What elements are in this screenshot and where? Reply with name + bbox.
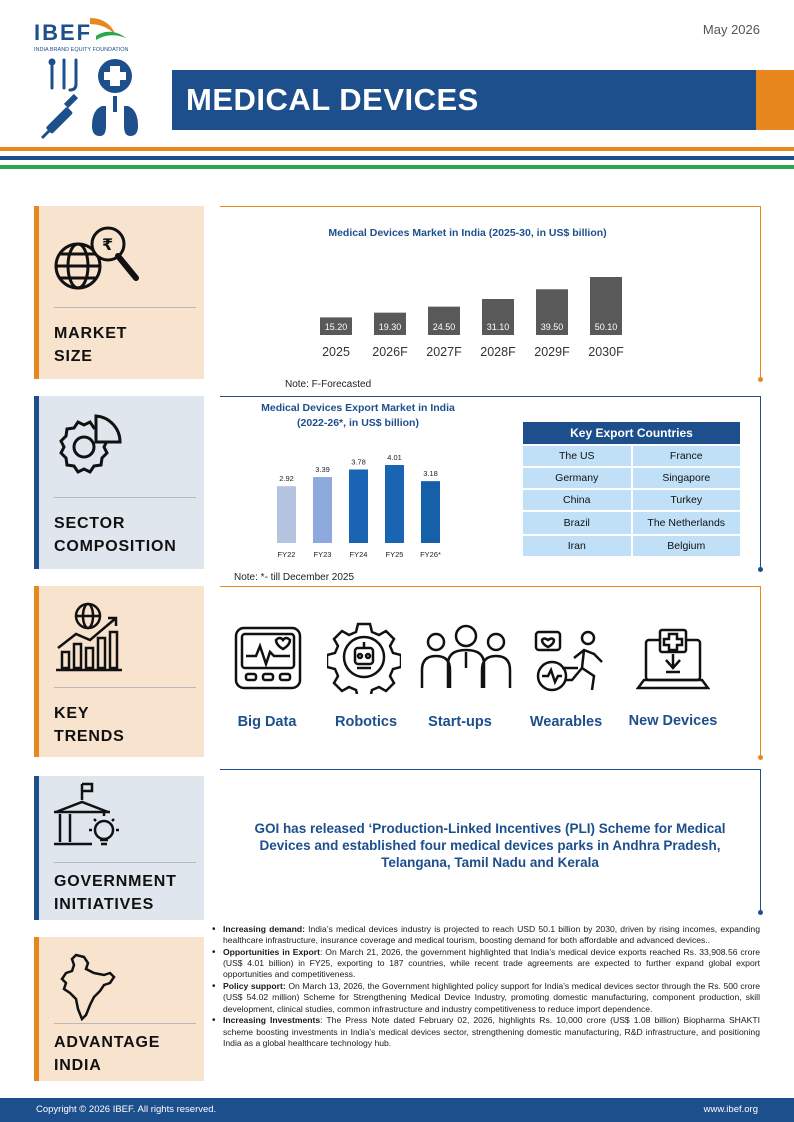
trend-label-robotics: Robotics <box>334 714 398 730</box>
card-accent <box>34 396 39 569</box>
trend-label-wearables: Wearables <box>529 714 603 730</box>
export-category-label: FY25 <box>385 550 404 559</box>
export-bar-value: 4.01 <box>387 453 402 462</box>
section-label: GOVERNMENT INITIATIVES <box>54 873 177 913</box>
medical-tools-icon <box>40 58 140 142</box>
gear-pie-icon <box>52 412 132 482</box>
export-category-label: FY23 <box>313 550 332 559</box>
ibef-logo[interactable] <box>34 14 144 58</box>
market-bar-value: 31.10 <box>486 322 510 332</box>
card-separator <box>54 307 196 308</box>
svg-text:₹: ₹ <box>102 235 114 254</box>
export-bar <box>385 465 404 543</box>
export-bar <box>313 477 332 543</box>
table-cell: Brazil <box>523 512 631 534</box>
card-accent <box>34 776 39 920</box>
frame-dot <box>758 755 763 760</box>
card-separator <box>54 1023 196 1024</box>
frame-dot <box>758 377 763 382</box>
logo-text: IBEF <box>34 20 93 45</box>
export-bar <box>349 469 368 543</box>
robot-gear-icon <box>327 620 401 694</box>
section-label: ADVANTAGE INDIA <box>54 1034 161 1074</box>
frame-dot <box>758 910 763 915</box>
card-separator <box>54 497 196 498</box>
market-category-label: 2027F <box>426 345 462 359</box>
export-bar <box>421 481 440 543</box>
market-bar-value: 19.30 <box>378 322 402 332</box>
logo-swoosh-icon <box>86 14 130 44</box>
export-bar-value: 2.92 <box>279 474 294 484</box>
card-accent <box>34 586 39 757</box>
market-category-label: 2029F <box>534 345 570 359</box>
table-cell: Belgium <box>633 536 741 556</box>
advantage-bullet-list <box>212 924 760 1050</box>
list-item: • Policy support: On March 13, 2026, the Government highlighted policy support for India’s medical devices sector through the Rs. 500 crore (US$ 54.02 million) Scheme for Strengthening Medical Device Industry, promoting domestic manufacturing, component production, skill development, clinical studies, common infrastructure and industry competitiveness to reduce import dependence. <box>212 981 760 1015</box>
market-bar-value: 15.20 <box>324 322 348 332</box>
report-date: May 2026 <box>702 22 760 37</box>
table-row <box>523 446 740 466</box>
table-cell: The US <box>523 446 631 466</box>
market-category-label: 2028F <box>480 345 516 359</box>
market-bar-value: 24.50 <box>432 322 456 332</box>
card-accent <box>34 206 39 379</box>
government-initiatives-card <box>34 776 204 920</box>
table-cell: France <box>633 446 741 466</box>
market-bar-value: 50.10 <box>594 322 618 332</box>
table-header: Key Export Countries <box>523 422 740 444</box>
export-chart-title: Medical Devices Export Market in India (2022-26*, in US$ billion) <box>261 402 455 429</box>
people-group-icon <box>420 622 512 690</box>
frame-dot <box>758 567 763 572</box>
market-category-label: 2026F <box>372 345 408 359</box>
blue-stripe <box>0 156 794 160</box>
card-accent <box>34 937 39 1081</box>
market-bar-value: 39.50 <box>540 322 564 332</box>
export-note: Note: *- till December 2025 <box>234 572 355 583</box>
market-size-card <box>34 206 204 379</box>
export-bar <box>277 486 296 543</box>
export-category-label: FY22 <box>277 550 296 559</box>
export-countries-table <box>523 422 740 556</box>
page-title: MEDICAL DEVICES <box>186 82 479 117</box>
government-building-icon <box>52 782 132 854</box>
footer <box>0 1098 794 1122</box>
list-item: • Increasing demand: India’s medical devices industry is projected to reach USD 50.1 billion by 2030, driven by rising incomes, expanding healthcare infrastructure, insurance coverage and medical tourism, boosting demand for both affordable and advanced devices.. <box>212 924 760 946</box>
card-separator <box>54 862 196 863</box>
list-item: • Increasing Investments: The Press Note dated February 02, 2026, highlights Rs. 10,000 crore (US$ 1.08 billion) Biopharma SHAKTI scheme boosting investments in India’s medical devices sector, strengthening domestic manufacturing, R&D infrastructure, and positioning India as a global healthcare technology hub. <box>212 1015 760 1049</box>
table-cell: The Netherlands <box>633 512 741 534</box>
green-stripe <box>0 165 794 169</box>
trend-label-new-devices: New Devices <box>628 713 718 729</box>
trend-label-big-data: Big Data <box>237 714 297 730</box>
market-note: Note: F-Forecasted <box>285 379 372 390</box>
section-label: SECTOR COMPOSITION <box>54 515 177 555</box>
export-market-chart <box>265 446 455 564</box>
india-map-icon <box>52 951 122 1021</box>
logo-tagline: INDIA BRAND EQUITY FOUNDATION <box>34 47 129 53</box>
website-link[interactable]: www.ibef.org <box>703 1104 758 1115</box>
runner-heart-icon <box>532 628 610 694</box>
table-cell: Iran <box>523 536 631 556</box>
export-category-label: FY26* <box>420 550 441 559</box>
export-bar-value: 3.18 <box>423 469 438 479</box>
table-cell: Singapore <box>633 468 741 488</box>
key-trends-card <box>34 586 204 757</box>
copyright-text: Copyright © 2026 IBEF. All rights reserved. <box>36 1104 217 1115</box>
table-row <box>523 468 740 488</box>
sector-composition-card <box>34 396 204 569</box>
market-size-chart <box>300 250 660 365</box>
government-initiatives-text: GOI has released ‘Production-Linked Incentives (PLI) Scheme for Medical Devices and established four medical devices parks in Andhra Pradesh, Telangana, Tamil Nadu and Kerala <box>254 821 726 870</box>
trend-label-start-ups: Start-ups <box>428 714 492 730</box>
market-chart-title: Medical Devices Market in India (2025-30, in US$ billion) <box>328 227 607 239</box>
export-category-label: FY24 <box>349 550 368 559</box>
market-category-label: 2030F <box>588 345 624 359</box>
list-item: • Opportunities in Export: On March 21, 2026, the government highlighted that India’s medical device exports reached Rs. 33,908.56 crore (US$ 4.01 billion) in FY25, exporting to 187 countries, while recent trade agreements are expected to further expand global export opportunities and competitiveness. <box>212 947 760 981</box>
table-row <box>523 490 740 510</box>
table-cell: China <box>523 490 631 510</box>
table-cell: Germany <box>523 468 631 488</box>
export-bar-value: 3.78 <box>351 457 366 467</box>
title-bar-accent <box>756 70 794 130</box>
globe-rupee-magnifier-icon <box>52 222 142 302</box>
advantage-india-card <box>34 937 204 1081</box>
globe-growth-chart-icon <box>52 602 132 672</box>
laptop-medical-icon <box>636 626 710 696</box>
monitor-heart-icon <box>232 624 304 694</box>
export-bar-value: 3.39 <box>315 465 330 475</box>
section-label: KEY TRENDS <box>54 705 125 745</box>
table-cell: Turkey <box>633 490 741 510</box>
table-row <box>523 512 740 534</box>
orange-stripe <box>0 147 794 151</box>
card-separator <box>54 687 196 688</box>
section-label: MARKET SIZE <box>54 325 128 365</box>
table-row <box>523 536 740 556</box>
market-category-label: 2025 <box>322 345 350 359</box>
